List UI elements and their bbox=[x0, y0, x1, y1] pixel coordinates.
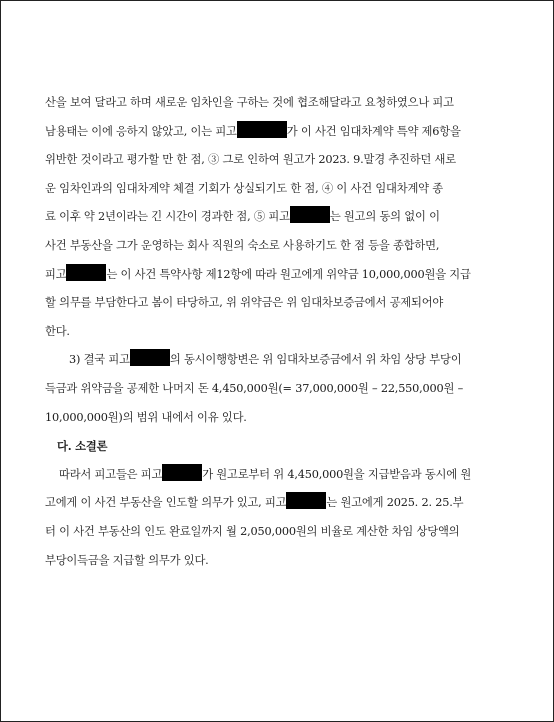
text-segment: 는 원고의 동의 없이 이 bbox=[329, 210, 440, 224]
text-segment: 는 원고에게 2025. 2. 25.부 bbox=[326, 496, 464, 510]
redaction-box bbox=[290, 206, 330, 223]
text-line: 산을 보여 달라고 하며 새로운 임차인을 구하는 것에 협조해달라고 요청하였으나 피고 bbox=[45, 96, 454, 109]
redaction-box bbox=[130, 349, 170, 366]
text-segment: 가 이 사건 임대차계약 특약 제6항을 bbox=[286, 124, 461, 138]
text-line: 운 임차인과의 임대차계약 체결 기회가 상실되기도 한 점, ④ 이 사건 임대차계약 종 bbox=[45, 181, 443, 195]
text-segment: 료 이후 약 2년이라는 긴 시간이 경과한 점, ⑤ 피고 bbox=[45, 210, 290, 224]
text-segment: 의 동시이행항변은 위 임대차보증금에서 위 차임 상당 부당이 bbox=[169, 353, 462, 367]
redaction-box bbox=[162, 464, 202, 481]
text-line: 부당이득금을 지급할 의무가 있다. bbox=[45, 553, 209, 567]
text-line: 사건 부동산을 그가 운영하는 회사 직원의 숙소로 사용하기도 한 점 등을 종합하면, bbox=[45, 238, 440, 252]
document-body bbox=[45, 89, 507, 575]
text-segment: 남용태는 이에 응하지 않았고, 이는 피고 bbox=[45, 124, 237, 138]
text-line: 할 의무를 부담한다고 봄이 타당하고, 위 위약금은 위 임대차보증금에서 공제되어야 bbox=[45, 296, 444, 310]
text-line: 한다. bbox=[45, 324, 70, 338]
text-line bbox=[45, 346, 507, 375]
text-line bbox=[45, 203, 507, 232]
text-line: 위반한 것이라고 평가할 만 한 점, ③ 그로 인하여 원고가 2023. 9.말경 추진하던 새로 bbox=[45, 153, 456, 167]
text-segment: 고에게 이 사건 부동산을 인도할 의무가 있고, 피고 bbox=[45, 496, 287, 510]
section-heading: 다. 소결론 bbox=[57, 439, 108, 454]
text-line bbox=[45, 118, 507, 147]
text-segment: 는 이 사건 특약사항 제12항에 따라 원고에게 위약금 10,000,000원을 지급 bbox=[106, 267, 471, 281]
redaction-box bbox=[237, 121, 287, 138]
text-line bbox=[45, 261, 507, 290]
text-segment: 따라서 피고들은 피고 bbox=[59, 467, 163, 481]
text-line: 터 이 사건 부동산의 인도 완료일까지 월 2,050,000원의 비율로 계산한 차임 상당액의 bbox=[45, 524, 460, 538]
text-segment: 가 원고로부터 위 4,450,000원을 지급받음과 동시에 원 bbox=[202, 467, 472, 481]
text-line bbox=[45, 489, 507, 518]
text-segment: 피고 bbox=[45, 267, 67, 281]
text-segment: 3) 결국 피고 bbox=[69, 353, 130, 367]
text-line bbox=[45, 461, 507, 490]
redaction-box bbox=[286, 492, 326, 509]
text-line: 득금과 위약금을 공제한 나머지 돈 4,450,000원(= 37,000,000원 – 22,550,000원 – bbox=[45, 381, 464, 395]
text-line: 10,000,000원)의 범위 내에서 이유 있다. bbox=[45, 410, 247, 424]
redaction-box bbox=[66, 264, 106, 281]
